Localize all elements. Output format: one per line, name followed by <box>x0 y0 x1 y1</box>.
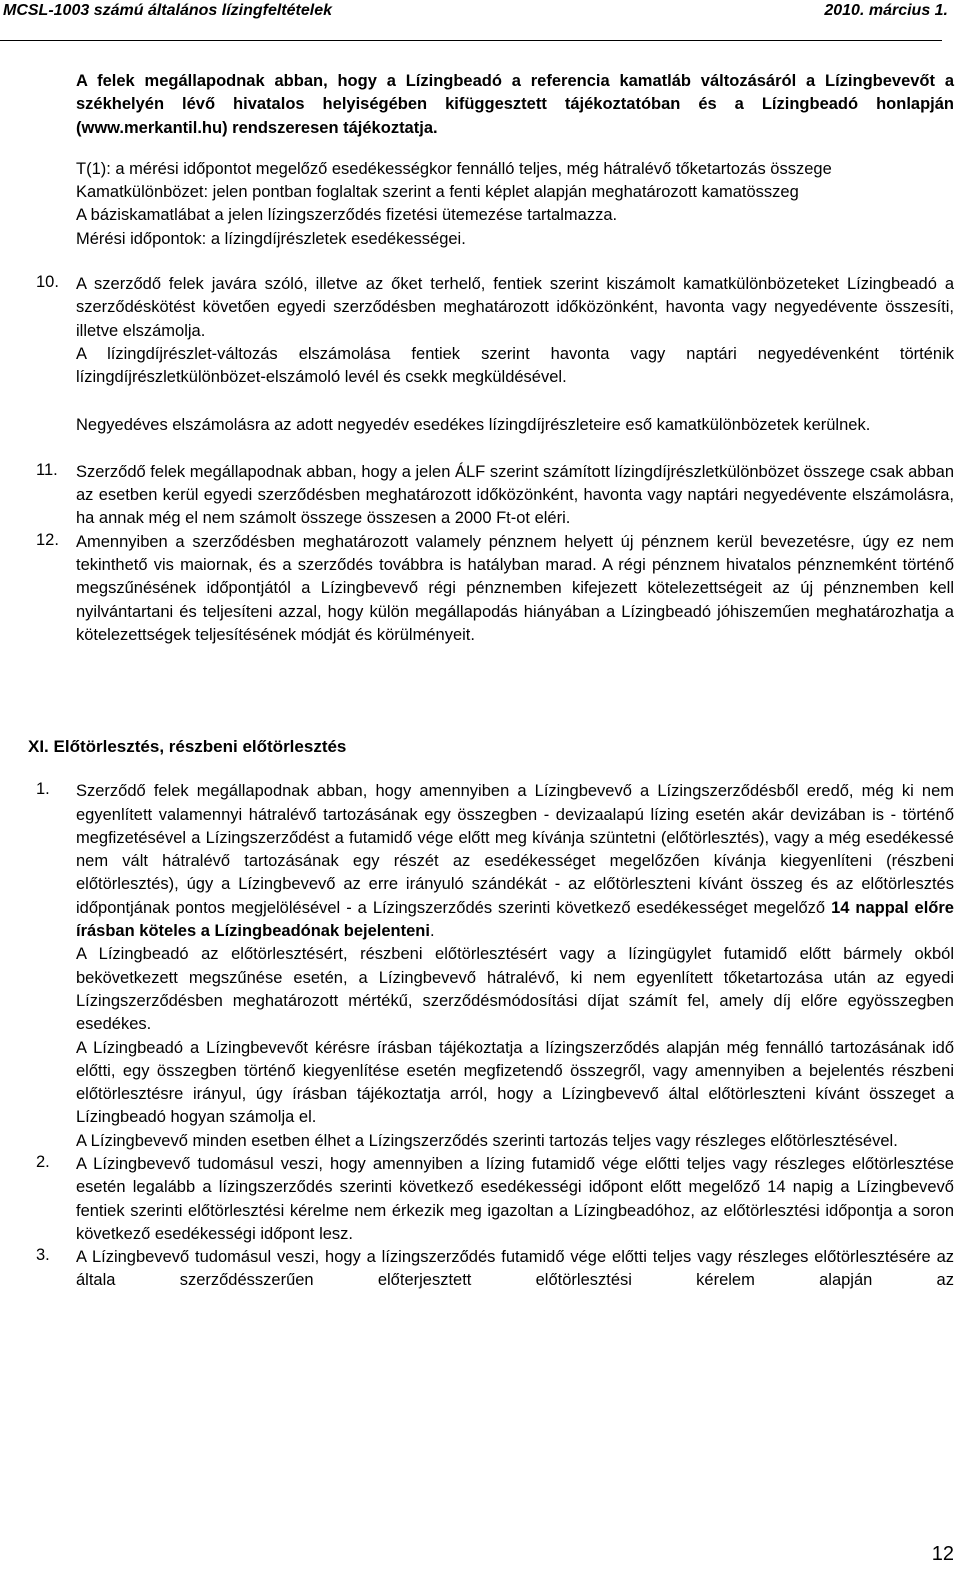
section-item-1 <box>36 780 954 1153</box>
item-number: 12. <box>36 530 59 549</box>
item-paragraph: A Lízingbeadó az előtörlesztésért, részbeni előtörlesztésért vagy a lízingügylet futamidő előtt bármely okból bekövetkezett megszűnése esetén, a Lízingbevevő hátralévő, ki nem egyenlített tőketartozása után az egyedi Lízingszerződésben meghatározott mértékű, szerződésmódosítási díjat számít fel, amely díj előre egyösszegben esedékes. <box>76 945 954 1034</box>
intro-paragraph: A felek megállapodnak abban, hogy a Lízingbeadó a referencia kamatláb változásáról a Lízingbevevőt a székhelyén lévő hivatalos helyiségében kifüggesztett tájékoztatóban és a Lízingbeadó honlapján (www.merkantil.hu) rendszeresen tájékoztatja. <box>76 72 954 137</box>
definition-baziskamatlab: A báziskamatlábat a jelen lízingszerződés fizetési ütemezése tartalmazza. <box>76 206 618 225</box>
page-content <box>28 70 954 1293</box>
page-header <box>0 0 950 26</box>
item-12 <box>36 530 954 647</box>
item-paragraph: Amennyiben a szerződésben meghatározott valamely pénznem helyett új pénznem kerül bevezetésre, úgy ez nem tekinthető vis maiornak, és a szerződés továbbra is hatályban marad. A régi pénznem hivatalos pénznemként történő megszűnésének időpontjától a Lízingbevevő régi pénznemben kifejezett kötelezettségeit az új pénznemben kell nyilvántartani és teljesíteni azzal, hogy külön megállapodás hiányában a Lízingbeadó jóhiszeműen meghatározhatja a kötelezettségek teljesítésének módját és körülményeit. <box>76 532 954 644</box>
item-number: 1. <box>36 780 50 799</box>
definition-t1: T(1): a mérési időpontot megelőző esedékességkor fennálló teljes, még hátralévő tőketartozás összege <box>76 159 832 178</box>
item-number: 11. <box>36 460 58 479</box>
header-divider <box>0 40 942 41</box>
item-number: 3. <box>36 1246 50 1265</box>
item-paragraph: A Lízingbevevő tudomásul veszi, hogy amennyiben a lízing futamidő vége előtti teljes vagy részleges előtörlesztése esetén legalább a lízingszerződés szerinti következő esedékességi időpont előtt megelőző 14 napig a Lízingbevevő fentiek szerinti előtörlesztési kérelme nem érkezik meg igazoltan a Lízingbeadóhoz, az előtörlesztési időpontja a soron következő esedékességi időpont lesz. <box>76 1154 954 1243</box>
item-paragraph: A Lízingbevevő minden esetben élhet a Lízingszerződés szerinti tartozás teljes vagy részleges előtörlesztésével. <box>76 1131 898 1150</box>
section-title: XI. Előtörlesztés, részbeni előtörlesztés <box>28 737 347 757</box>
item-number: 10. <box>36 273 59 292</box>
document-title: MCSL-1003 számú általános lízingfeltételek <box>3 2 332 19</box>
page-number: 12 <box>931 1543 954 1565</box>
section-item-3 <box>36 1246 954 1293</box>
item-paragraph: Negyedéves elszámolásra az adott negyedév esedékes lízingdíjrészleteire eső kamatkülönbözetek kerülnek. <box>76 415 871 434</box>
item-bold-text: 14 nappal előre írásban köteles a Lízingbeadónak bejelenteni <box>76 898 954 941</box>
item-11 <box>36 460 954 531</box>
item-paragraph: Szerződő felek megállapodnak abban, hogy a jelen ÁLF szerint számított lízingdíjrészletkülönbözet összege csak abban az esetben kerül egyedi szerződésben meghatározott időközönként, havonta vagy naptári negyedévente elszámolásra, ha annak még el nem számolt összege összesen a 2000 Ft-ot eléri. <box>76 462 954 528</box>
item-paragraph: A lízingdíjrészlet-változás elszámolása fentiek szerint havonta vagy naptári negyedévenként történik lízingdíjrészletkülönbözet-elszámoló levél és csekk megküldésével. <box>76 344 954 387</box>
item-paragraph: A Lízingbevevő tudomásul veszi, hogy a lízingszerződés futamidő vége előtti teljes vagy részleges előtörlesztésére az általa szerződésszerűen előterjesztett előtörlesztési kérelem alapján az <box>76 1248 954 1290</box>
item-text: Szerződő felek megállapodnak abban, hogy amennyiben a Lízingbevevő a Lízingszerződésből eredő, még ki nem egyenlített valamennyi hátralévő tartozásának egy összegben - devizaalapú lízing esetén akár devizában is - történő megfizetésével a Lízingszerződést a futamidő vége előtt meg kívánja szüntetni (előtörlesztés), vagy a még esedékessé nem vált hátralévő tartozásának egy részét az esedékességet megelőzően kívánja kiegyenlíteni (részbeni előtörlesztés), úgy a Lízingbevevő az erre irányuló szándékát - az előtörleszteni kívánt összeg és az előtörlesztés időpontjának pontos megjelölésével - a Lízingszerződés szerinti következő esedékességet megelőző <box>76 782 954 917</box>
item-10 <box>36 273 954 437</box>
item-paragraph <box>76 780 954 943</box>
item-text: . <box>429 922 435 941</box>
item-paragraph: A Lízingbeadó a Lízingbevevőt kérésre írásban tájékoztatja a lízingszerződés alapján még fennálló tartozásának idő előtti, egy összegben történő kiegyenlítése esetén megfizetendő összegről, vagy amennyiben a bejelentés részbeni előtörlesztésre irányul, úgy írásban tájékoztatja arról, hogy a Lízingbevevő által előtörleszteni kívánt összeget a Lízingbeadó hogyan számolja el. <box>76 1038 954 1127</box>
definition-kamatkulonbozet: Kamatkülönbözet: jelen pontban foglaltak szerint a fenti képlet alapján meghatározott kamatösszeg <box>76 183 799 202</box>
section-item-2 <box>36 1152 954 1246</box>
definition-meresi-idopontok: Mérési időpontok: a lízingdíjrészletek esedékességei. <box>76 229 466 248</box>
item-paragraph: A szerződő felek javára szóló, illetve az őket terhelő, fentiek szerint kiszámolt kamatkülönbözeteket Lízingbeadó a szerződéskötést követően egyedi szerződésben meghatározott időközönként, havonta vagy negyedévente összesíti, illetve elszámolja. <box>76 275 954 340</box>
document-date: 2010. március 1. <box>824 2 948 19</box>
item-number: 2. <box>36 1152 50 1171</box>
